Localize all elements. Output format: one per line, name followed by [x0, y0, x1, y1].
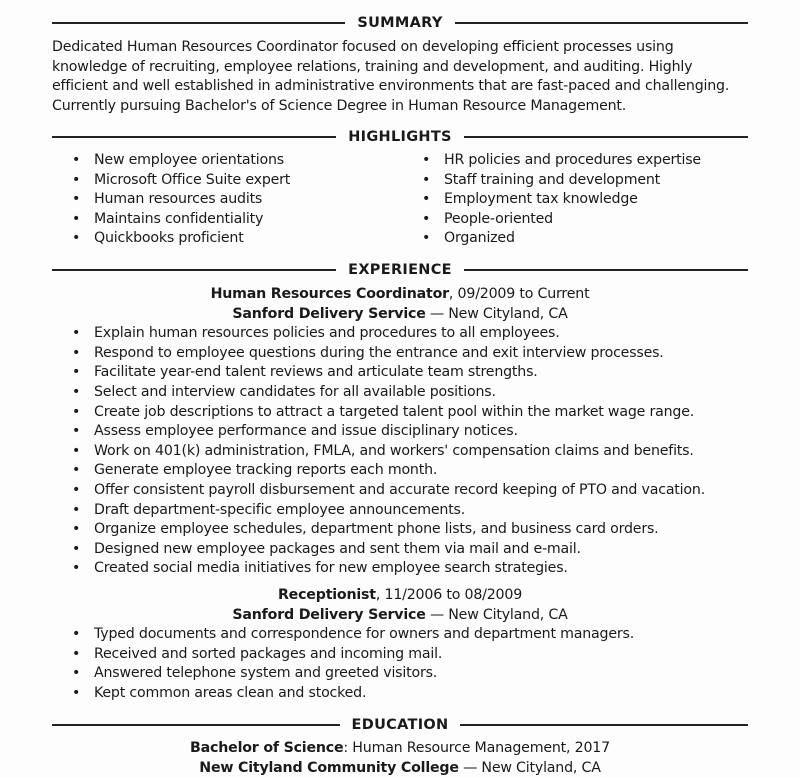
- job-title-line: [52, 285, 748, 305]
- job-bullet: • Assess employee performance and issue disciplinary notices.: [52, 422, 752, 442]
- job-dates: , 11/2006 to 08/2009: [375, 586, 523, 603]
- experience-list: [52, 285, 752, 703]
- summary-line: knowledge of recruiting, employee relations, training and development, and auditing. Highly: [52, 58, 693, 75]
- job-entry: [52, 285, 752, 579]
- summary-text: [52, 38, 752, 116]
- company-location: — New Cityland, CA: [425, 305, 568, 322]
- divider: [464, 269, 748, 271]
- summary-header: [52, 13, 748, 33]
- divider: [52, 724, 340, 726]
- job-bullet: • Kept common areas clean and stocked.: [52, 684, 752, 704]
- highlight-item: • Microsoft Office Suite expert: [52, 171, 402, 191]
- job-bullet: • Organize employee schedules, department phone lists, and business card orders.: [52, 520, 752, 540]
- company-name: Sanford Delivery Service: [232, 606, 426, 623]
- degree: Bachelor of Science: [190, 740, 344, 756]
- job-bullets: [52, 625, 752, 703]
- job-bullet: • Answered telephone system and greeted visitors.: [52, 664, 752, 684]
- school-location: — New Cityland, CA: [458, 759, 601, 776]
- highlight-item: • Staff training and development: [402, 171, 752, 191]
- education-header: [52, 715, 748, 735]
- divider: [52, 22, 345, 24]
- job-bullet: • Received and sorted packages and incoming mail.: [52, 645, 752, 665]
- company-line: [52, 305, 748, 325]
- job-bullets: [52, 324, 752, 579]
- highlight-item: • Organized: [402, 229, 752, 249]
- highlights-left: [52, 151, 402, 249]
- job-entry: [52, 586, 752, 704]
- education-entry: [52, 739, 752, 778]
- highlight-item: • Maintains confidentiality: [52, 210, 402, 230]
- company-line: [52, 606, 748, 626]
- divider: [464, 136, 748, 138]
- divider: [455, 22, 748, 24]
- job-title: Receptionist: [277, 586, 376, 603]
- company-name: Sanford Delivery Service: [232, 305, 426, 322]
- job-bullet: • Designed new employee packages and sent them via mail and e-mail.: [52, 540, 752, 560]
- job-bullet: • Offer consistent payroll disbursement and accurate record keeping of PTO and vacation.: [52, 481, 752, 501]
- experience-header: [52, 260, 748, 280]
- job-bullet: • Draft department-specific employee announcements.: [52, 501, 752, 521]
- section-title: EDUCATION: [351, 717, 449, 733]
- job-bullet: • Respond to employee questions during the entrance and exit interview processes.: [52, 344, 752, 364]
- section-title: EXPERIENCE: [348, 262, 452, 278]
- job-bullet: • Explain human resources policies and procedures to all employees.: [52, 324, 752, 344]
- summary-line: Dedicated Human Resources Coordinator focused on developing efficient processes using: [52, 39, 674, 55]
- highlight-item: • Human resources audits: [52, 190, 402, 210]
- job-dates: , 09/2009 to Current: [448, 286, 590, 302]
- job-title: Human Resources Coordinator: [210, 286, 449, 302]
- job-bullet: • Typed documents and correspondence for owners and department managers.: [52, 625, 752, 645]
- degree-field: : Human Resource Management, 2017: [343, 740, 610, 756]
- school: New Cityland Community College: [199, 759, 459, 776]
- divider: [52, 269, 336, 271]
- highlight-item: • People-oriented: [402, 210, 752, 230]
- highlight-item: • HR policies and procedures expertise: [402, 151, 752, 171]
- divider: [460, 724, 748, 726]
- summary-line: Currently pursuing Bachelor's of Science Degree in Human Resource Management.: [52, 97, 627, 114]
- highlights-header: [52, 127, 748, 147]
- job-bullet: • Facilitate year-end talent reviews and articulate team strengths.: [52, 363, 752, 383]
- job-title-line: [52, 586, 748, 606]
- section-title: HIGHLIGHTS: [348, 129, 452, 145]
- highlight-item: • Quickbooks proficient: [52, 229, 402, 249]
- job-bullet: • Generate employee tracking reports each month.: [52, 461, 752, 481]
- highlight-item: • New employee orientations: [52, 151, 402, 171]
- job-bullet: • Created social media initiatives for new employee search strategies.: [52, 559, 752, 579]
- highlights-right: [402, 151, 752, 249]
- job-bullet: • Work on 401(k) administration, FMLA, and workers' compensation claims and benefits.: [52, 442, 752, 462]
- company-location: — New Cityland, CA: [425, 606, 568, 623]
- summary-line: efficient and well established in administrative environments that are fast-paced and challenging.: [52, 78, 730, 95]
- job-bullet: • Create job descriptions to attract a targeted talent pool within the market wage range.: [52, 403, 752, 423]
- school-line: [52, 759, 748, 778]
- highlights-list: [52, 151, 752, 249]
- divider: [52, 136, 336, 138]
- degree-line: [52, 739, 748, 759]
- highlight-item: • Employment tax knowledge: [402, 190, 752, 210]
- job-bullet: • Select and interview candidates for all available positions.: [52, 383, 752, 403]
- section-title: SUMMARY: [357, 15, 443, 31]
